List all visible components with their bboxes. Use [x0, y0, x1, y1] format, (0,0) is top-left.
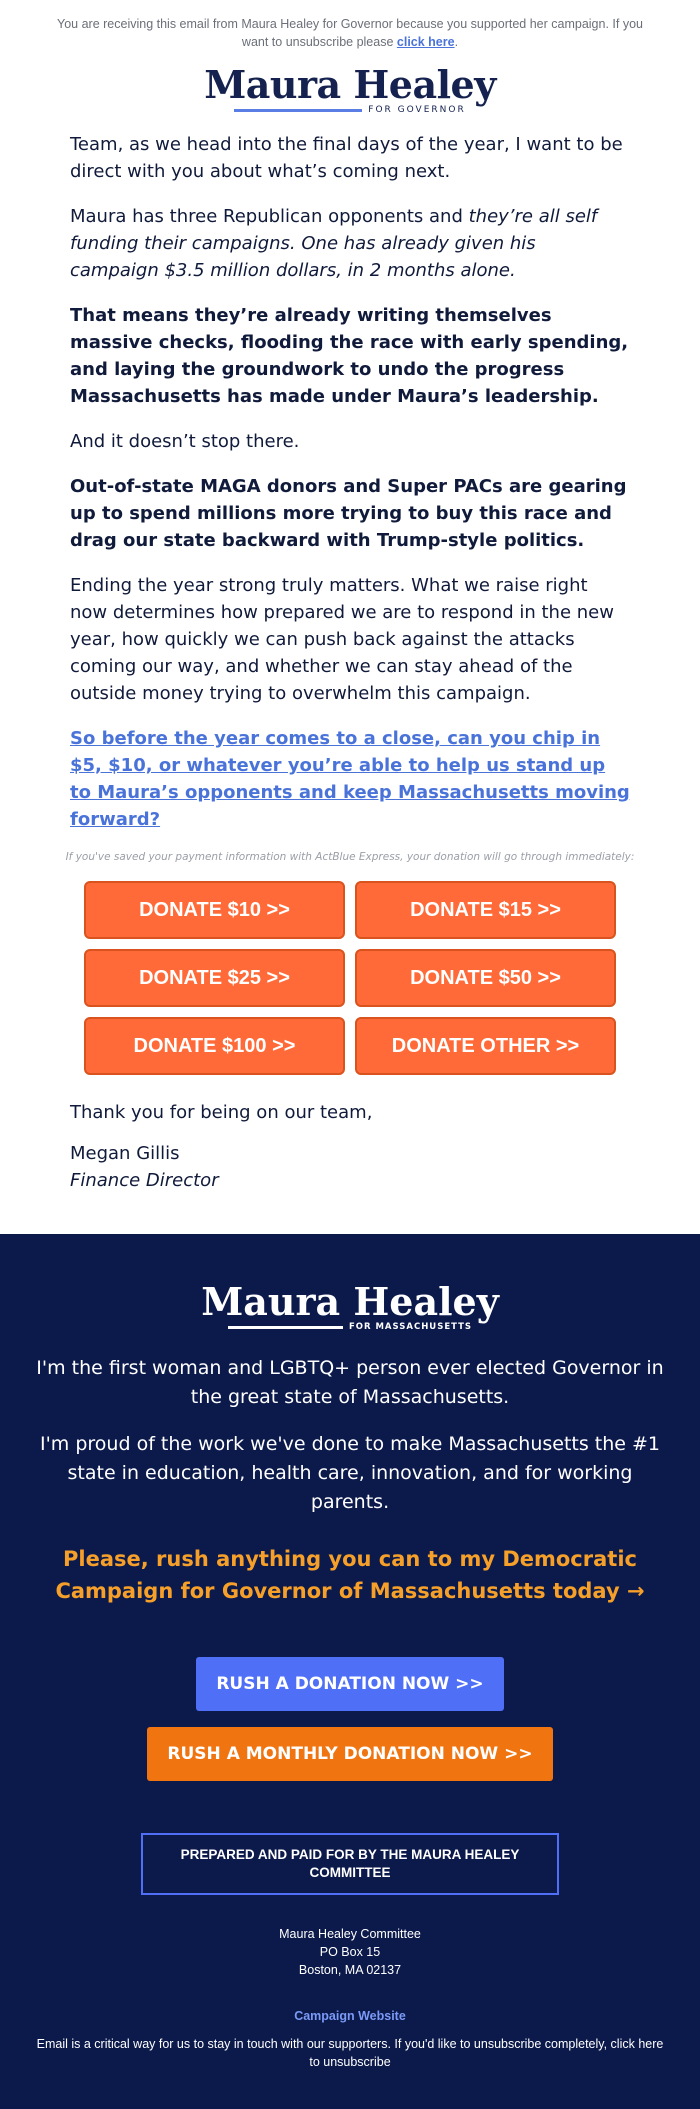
letter-p2-start: Maura has three Republican opponents and	[70, 206, 469, 227]
signoff	[70, 1099, 630, 1194]
logo-name: Maura Healey	[204, 62, 496, 107]
rush-monthly-donation-button[interactable]: RUSH A MONTHLY DONATION NOW >>	[147, 1727, 553, 1781]
footer-ask[interactable]: Please, rush anything you can to my Democratic Campaign for Governor of Massachusetts today →	[55, 1547, 645, 1603]
letter-paragraph-3: That means they’re already writing themselves massive checks, flooding the race with early spending, and laying the groundwork to undo the progress Massachusetts has made under Maura’s leadership.	[70, 305, 629, 407]
address-line-1: Maura Healey Committee	[279, 1927, 421, 1941]
letter-ask	[70, 725, 630, 833]
signoff-title: Finance Director	[70, 1170, 219, 1191]
letter-paragraph-5: Out-of-state MAGA donors and Super PACs are gearing up to spend millions more trying to buy this race and drag our state backward with Trump-style politics.	[70, 476, 627, 551]
committee-address	[0, 1925, 700, 1979]
footer-logo-bar	[228, 1326, 343, 1329]
notice-end: .	[454, 35, 459, 49]
letter-p2-italic: they’re all self funding their campaigns. One has already given his campaign $3.5 million dollars, in 2 months alone.	[70, 206, 598, 281]
footer-logo-name: Maura Healey	[201, 1279, 499, 1324]
logo-subtext: FOR GOVERNOR	[368, 105, 466, 115]
donate-10-button[interactable]: DONATE $10 >>	[84, 881, 345, 939]
signoff-thanks: Thank you for being on our team,	[70, 1102, 373, 1123]
letter-body	[70, 131, 630, 833]
footer-logo-sub-row	[0, 1322, 700, 1332]
letter-paragraph-4: And it doesn’t stop there.	[70, 431, 300, 452]
actblue-note: If you've saved your payment information with ActBlue Express, your donation will go through immediately:	[65, 851, 635, 863]
logo-for-massachusetts	[0, 1279, 700, 1332]
top-notice	[50, 0, 650, 51]
donate-other-button[interactable]: DONATE OTHER >>	[355, 1017, 616, 1075]
footer	[0, 1234, 700, 2109]
notice-text: You are receiving this email from Maura Healey for Governor because you supported her campaign. If you want to unsubscribe please	[57, 17, 643, 49]
logo-bar	[234, 109, 362, 112]
address-line-2: PO Box 15	[319, 1945, 381, 1959]
campaign-website-link[interactable]: Campaign Website	[294, 2009, 406, 2023]
donate-100-button[interactable]: DONATE $100 >>	[84, 1017, 345, 1075]
address-line-3: Boston, MA 02137	[298, 1963, 402, 1977]
logo-for-governor	[0, 62, 700, 117]
footer-unsubscribe-text[interactable]: Email is a critical way for us to stay in touch with our supporters. If you'd like to unsubscribe completely, click here to unsubscribe	[36, 2037, 664, 2069]
letter-paragraph-2	[70, 203, 630, 284]
ask-link[interactable]: So before the year comes to a close, can you chip in $5, $10, or whatever you’re able to help us stand up to Maura’s opponents and keep Massachusetts moving forward?	[70, 728, 630, 830]
unsubscribe-link[interactable]: click here	[396, 35, 455, 49]
letter-paragraph-1: Team, as we head into the final days of the year, I want to be direct with you about what’s coming next.	[70, 134, 623, 182]
signoff-name: Megan Gillis	[70, 1143, 180, 1164]
donate-button-grid	[84, 881, 616, 1075]
paid-for-box: PREPARED AND PAID FOR BY THE MAURA HEALEY COMMITTEE	[141, 1833, 559, 1895]
footer-paragraph-1: I'm the first woman and LGBTQ+ person ever elected Governor in the great state of Massachusetts.	[36, 1357, 664, 1408]
donate-15-button[interactable]: DONATE $15 >>	[355, 881, 616, 939]
letter-paragraph-6: Ending the year strong truly matters. What we raise right now determines how prepared we are to respond in the new year, how quickly we can push back against the attacks coming our way, and whether we can stay ahead of the outside money trying to overwhelm this campaign.	[70, 575, 614, 704]
donate-50-button[interactable]: DONATE $50 >>	[355, 949, 616, 1007]
footer-logo-subtext: FOR MASSACHUSETTS	[348, 1322, 473, 1332]
donate-25-button[interactable]: DONATE $25 >>	[84, 949, 345, 1007]
footer-paragraph-2: I'm proud of the work we've done to make Massachusetts the #1 state in education, health care, innovation, and for working parents.	[39, 1433, 661, 1513]
rush-donation-button[interactable]: RUSH A DONATION NOW >>	[196, 1657, 504, 1711]
